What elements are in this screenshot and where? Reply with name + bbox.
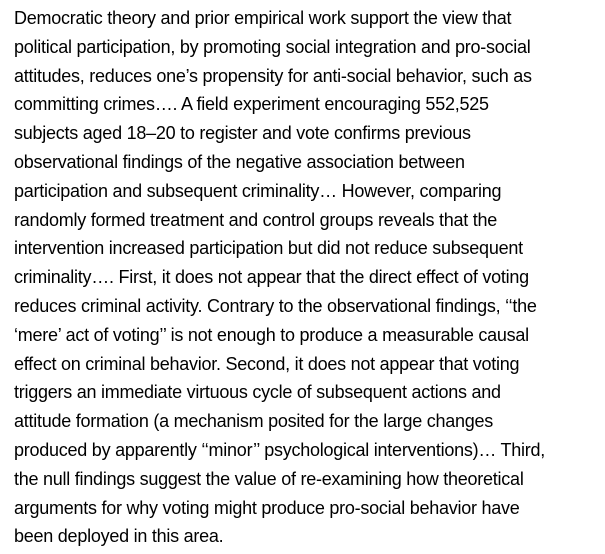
text-line: committing crimes…. A field experiment encouraging 552,525 xyxy=(14,94,489,115)
text-line: the null findings suggest the value of re-examining how theoretical xyxy=(14,468,524,489)
text-line: observational findings of the negative association between xyxy=(14,151,465,172)
text-line: been deployed in this area. xyxy=(14,526,224,547)
text-line: subjects aged 18–20 to register and vote confirms previous xyxy=(14,123,471,144)
text-line: attitudes, reduces one’s propensity for anti-social behavior, such as xyxy=(14,65,532,86)
text-line: criminality…. First, it does not appear that the direct effect of voting xyxy=(14,267,529,288)
text-line: Democratic theory and prior empirical work support the view that xyxy=(14,8,512,28)
text-line: effect on criminal behavior. Second, it does not appear that voting xyxy=(14,353,520,374)
text-line: intervention increased participation but did not reduce subsequent xyxy=(14,238,523,259)
text-line: ‘mere’ act of voting’’ is not enough to produce a measurable causal xyxy=(14,324,529,345)
text-line: produced by apparently ‘‘minor’’ psychological interventions)… Third, xyxy=(14,439,546,460)
text-line: reduces criminal activity. Contrary to the observational findings, ‘‘the xyxy=(14,295,537,316)
text-line: randomly formed treatment and control groups reveals that the xyxy=(14,209,498,230)
abstract-paragraph xyxy=(14,4,597,551)
text-line: attitude formation (a mechanism posited for the large changes xyxy=(14,411,494,432)
text-line: political participation, by promoting social integration and pro-social xyxy=(14,36,531,57)
text-line: triggers an immediate virtuous cycle of subsequent actions and xyxy=(14,382,501,403)
text-line: participation and subsequent criminality… However, comparing xyxy=(14,180,502,201)
text-line: arguments for why voting might produce pro-social behavior have xyxy=(14,497,520,518)
